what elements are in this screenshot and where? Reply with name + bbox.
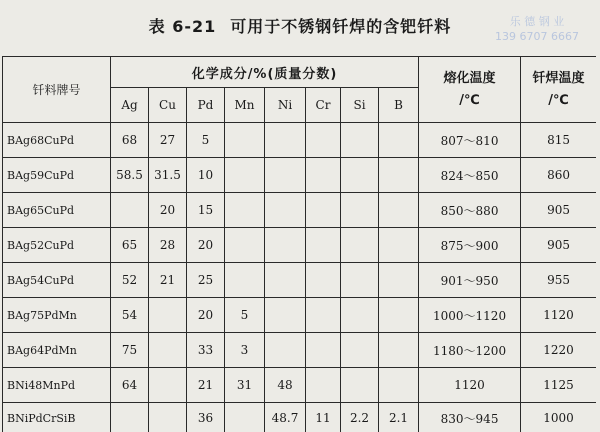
brazing-temp-cell: 1120 bbox=[521, 298, 596, 333]
brazing-temp-cell: 1125 bbox=[521, 368, 596, 403]
melting-temp-unit: /℃ bbox=[459, 92, 480, 108]
melting-temp-cell: 875～900 bbox=[419, 228, 521, 263]
composition-cell-b: 2.1 bbox=[379, 403, 419, 432]
composition-cell-mn bbox=[225, 193, 265, 228]
composition-cell-cr bbox=[306, 228, 341, 263]
watermark-line-2: 139 6707 6667 bbox=[495, 30, 579, 43]
grade-cell: BAg64PdMn bbox=[3, 333, 111, 368]
composition-cell-cu bbox=[149, 298, 187, 333]
composition-cell-cr bbox=[306, 123, 341, 158]
composition-cell-cu: 28 bbox=[149, 228, 187, 263]
composition-cell-cu bbox=[149, 368, 187, 403]
element-header-ag: Ag bbox=[111, 88, 149, 123]
composition-cell-pd: 5 bbox=[187, 123, 225, 158]
composition-cell-pd: 20 bbox=[187, 228, 225, 263]
composition-cell-si bbox=[341, 368, 379, 403]
composition-cell-pd: 25 bbox=[187, 263, 225, 298]
composition-cell-cu bbox=[149, 403, 187, 432]
composition-cell-b bbox=[379, 263, 419, 298]
composition-cell-mn: 31 bbox=[225, 368, 265, 403]
composition-cell-b bbox=[379, 228, 419, 263]
composition-cell-si bbox=[341, 158, 379, 193]
composition-cell-cu: 27 bbox=[149, 123, 187, 158]
table-row bbox=[3, 333, 597, 368]
composition-cell-b bbox=[379, 123, 419, 158]
brazing-temp-cell: 905 bbox=[521, 228, 596, 263]
composition-cell-ni bbox=[265, 228, 306, 263]
composition-cell-ag: 68 bbox=[111, 123, 149, 158]
grade-cell: BNi48MnPd bbox=[3, 368, 111, 403]
composition-cell-cr bbox=[306, 298, 341, 333]
composition-cell-mn bbox=[225, 228, 265, 263]
melting-temp-cell: 901～950 bbox=[419, 263, 521, 298]
composition-cell-si: 2.2 bbox=[341, 403, 379, 432]
composition-cell-ag: 52 bbox=[111, 263, 149, 298]
composition-cell-cr bbox=[306, 193, 341, 228]
composition-cell-cr bbox=[306, 263, 341, 298]
composition-cell-cu bbox=[149, 333, 187, 368]
brazing-temp-header bbox=[521, 57, 596, 123]
melting-temp-cell: 850～880 bbox=[419, 193, 521, 228]
brazing-temp-cell: 1000 bbox=[521, 403, 596, 432]
melting-temp-cell: 807～810 bbox=[419, 123, 521, 158]
composition-cell-mn bbox=[225, 263, 265, 298]
melting-temp-cell: 824～850 bbox=[419, 158, 521, 193]
composition-cell-pd: 10 bbox=[187, 158, 225, 193]
composition-cell-pd: 36 bbox=[187, 403, 225, 432]
composition-cell-cr: 11 bbox=[306, 403, 341, 432]
composition-cell-cr bbox=[306, 368, 341, 403]
grade-cell: BNiPdCrSiB bbox=[3, 403, 111, 432]
composition-cell-b bbox=[379, 193, 419, 228]
grade-header: 钎料牌号 bbox=[3, 57, 111, 123]
grade-cell: BAg68CuPd bbox=[3, 123, 111, 158]
element-header-si: Si bbox=[341, 88, 379, 123]
table-row bbox=[3, 193, 597, 228]
melting-temp-cell: 1120 bbox=[419, 368, 521, 403]
element-header-b: B bbox=[379, 88, 419, 123]
composition-cell-si bbox=[341, 228, 379, 263]
composition-cell-ag: 64 bbox=[111, 368, 149, 403]
table-row bbox=[3, 123, 597, 158]
grade-cell: BAg59CuPd bbox=[3, 158, 111, 193]
brazing-temp-cell: 955 bbox=[521, 263, 596, 298]
element-header-cr: Cr bbox=[306, 88, 341, 123]
brazing-filler-table bbox=[2, 56, 596, 432]
brazing-temp-cell: 905 bbox=[521, 193, 596, 228]
table-caption: 可用于不锈钢钎焊的含钯钎料 bbox=[230, 17, 452, 36]
composition-cell-ni: 48 bbox=[265, 368, 306, 403]
composition-cell-pd: 15 bbox=[187, 193, 225, 228]
table-number: 表 6-21 bbox=[148, 17, 217, 36]
melting-temp-header bbox=[419, 57, 521, 123]
composition-cell-ni bbox=[265, 333, 306, 368]
table-row bbox=[3, 403, 597, 432]
grade-cell: BAg54CuPd bbox=[3, 263, 111, 298]
composition-cell-ag: 75 bbox=[111, 333, 149, 368]
table-container bbox=[2, 56, 596, 432]
composition-cell-mn bbox=[225, 403, 265, 432]
composition-cell-si bbox=[341, 123, 379, 158]
watermark bbox=[482, 14, 592, 44]
melting-temp-cell: 1000～1120 bbox=[419, 298, 521, 333]
composition-cell-cu: 21 bbox=[149, 263, 187, 298]
composition-cell-mn bbox=[225, 158, 265, 193]
composition-cell-b bbox=[379, 333, 419, 368]
composition-cell-b bbox=[379, 368, 419, 403]
composition-cell-ni bbox=[265, 193, 306, 228]
composition-cell-si bbox=[341, 333, 379, 368]
table-row bbox=[3, 368, 597, 403]
composition-cell-si bbox=[341, 263, 379, 298]
element-header-cu: Cu bbox=[149, 88, 187, 123]
table-row bbox=[3, 158, 597, 193]
grade-cell: BAg65CuPd bbox=[3, 193, 111, 228]
composition-cell-ni bbox=[265, 298, 306, 333]
melting-temp-label: 熔化温度 bbox=[443, 70, 496, 86]
composition-cell-mn bbox=[225, 123, 265, 158]
table-body bbox=[3, 123, 597, 432]
grade-cell: BAg75PdMn bbox=[3, 298, 111, 333]
composition-cell-ni bbox=[265, 158, 306, 193]
element-header-mn: Mn bbox=[225, 88, 265, 123]
brazing-temp-cell: 815 bbox=[521, 123, 596, 158]
composition-cell-ag: 54 bbox=[111, 298, 149, 333]
composition-cell-pd: 33 bbox=[187, 333, 225, 368]
brazing-temp-cell: 860 bbox=[521, 158, 596, 193]
composition-cell-b bbox=[379, 158, 419, 193]
composition-cell-ni: 48.7 bbox=[265, 403, 306, 432]
melting-temp-cell: 1180～1200 bbox=[419, 333, 521, 368]
composition-cell-cu: 31.5 bbox=[149, 158, 187, 193]
watermark-line-1: 乐 德 钢 业 bbox=[509, 15, 565, 28]
table-row bbox=[3, 228, 597, 263]
table-row bbox=[3, 298, 597, 333]
composition-cell-ag: 58.5 bbox=[111, 158, 149, 193]
composition-cell-cu: 20 bbox=[149, 193, 187, 228]
composition-cell-pd: 20 bbox=[187, 298, 225, 333]
element-header-ni: Ni bbox=[265, 88, 306, 123]
composition-cell-mn: 5 bbox=[225, 298, 265, 333]
composition-cell-si bbox=[341, 193, 379, 228]
brazing-temp-unit: /℃ bbox=[548, 92, 569, 108]
composition-cell-b bbox=[379, 298, 419, 333]
composition-cell-ni bbox=[265, 263, 306, 298]
table-row bbox=[3, 263, 597, 298]
composition-cell-mn: 3 bbox=[225, 333, 265, 368]
composition-cell-ag bbox=[111, 403, 149, 432]
melting-temp-cell: 830～945 bbox=[419, 403, 521, 432]
composition-cell-ni bbox=[265, 123, 306, 158]
composition-cell-si bbox=[341, 298, 379, 333]
brazing-temp-label: 钎焊温度 bbox=[532, 70, 585, 86]
composition-header: 化学成分/%(质量分数) bbox=[111, 57, 419, 88]
composition-cell-ag: 65 bbox=[111, 228, 149, 263]
composition-cell-cr bbox=[306, 158, 341, 193]
brazing-temp-cell: 1220 bbox=[521, 333, 596, 368]
element-header-pd: Pd bbox=[187, 88, 225, 123]
composition-cell-ag bbox=[111, 193, 149, 228]
composition-cell-pd: 21 bbox=[187, 368, 225, 403]
grade-cell: BAg52CuPd bbox=[3, 228, 111, 263]
composition-cell-cr bbox=[306, 333, 341, 368]
